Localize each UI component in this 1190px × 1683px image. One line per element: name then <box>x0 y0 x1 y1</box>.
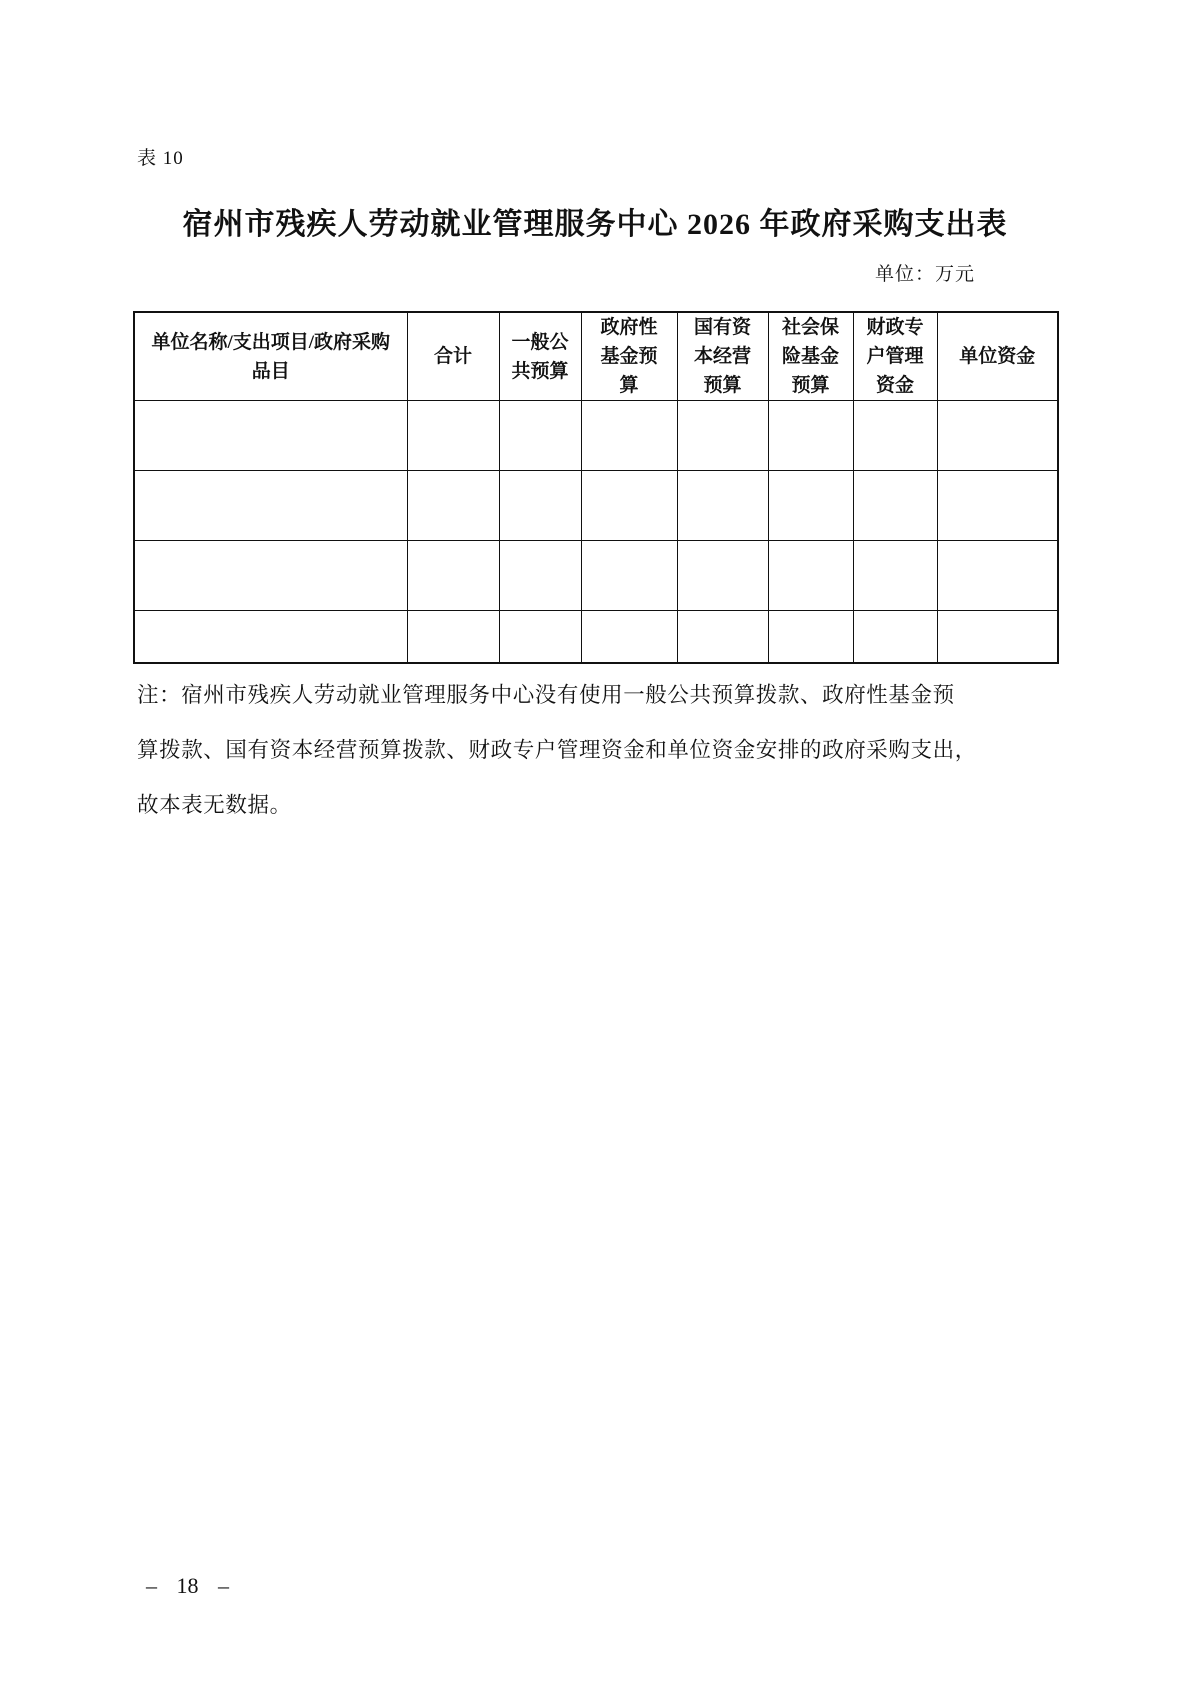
table-number-label: 表 10 <box>137 148 184 169</box>
header-cell: 合计 <box>407 312 499 401</box>
table-cell <box>134 471 407 541</box>
table-row <box>134 471 1058 541</box>
table-row <box>134 611 1058 663</box>
table-cell <box>677 541 768 611</box>
note-line: 注：宿州市残疾人劳动就业管理服务中心没有使用一般公共预算拨款、政府性基金预 <box>137 683 955 707</box>
table-cell <box>677 401 768 471</box>
table-cell <box>853 471 937 541</box>
note-line: 算拨款、国有资本经营预算拨款、财政专户管理资金和单位资金安排的政府采购支出， <box>137 738 977 762</box>
header-row <box>134 312 1058 401</box>
table-header <box>134 312 1058 401</box>
header-cell: 单位名称/支出项目/政府采购品目 <box>134 312 407 401</box>
procurement-table <box>133 311 1059 664</box>
header-cell: 政府性基金预算 <box>581 312 677 401</box>
table-cell <box>407 541 499 611</box>
table-cell <box>134 541 407 611</box>
table-cell <box>499 611 581 663</box>
table-cell <box>499 471 581 541</box>
table-cell <box>581 541 677 611</box>
table-cell <box>499 541 581 611</box>
table-row <box>134 401 1058 471</box>
table-cell <box>853 611 937 663</box>
table-cell <box>407 471 499 541</box>
table-cell <box>768 541 853 611</box>
note-text <box>137 668 987 833</box>
header-cell: 一般公共预算 <box>499 312 581 401</box>
table-cell <box>768 401 853 471</box>
table-cell <box>677 611 768 663</box>
table-cell <box>768 611 853 663</box>
note-line: 故本表无数据。 <box>137 793 292 817</box>
table-cell <box>768 471 853 541</box>
table-row <box>134 541 1058 611</box>
table-body <box>134 401 1058 663</box>
table-cell <box>937 541 1058 611</box>
header-cell: 国有资本经营预算 <box>677 312 768 401</box>
table-cell <box>581 471 677 541</box>
header-cell: 财政专户管理资金 <box>853 312 937 401</box>
page-number: – 18 – <box>146 1573 229 1598</box>
table-cell <box>937 471 1058 541</box>
table-cell <box>581 401 677 471</box>
table-cell <box>499 401 581 471</box>
header-cell: 社会保险基金预算 <box>768 312 853 401</box>
table-cell <box>581 611 677 663</box>
table-cell <box>677 471 768 541</box>
page-title: 宿州市残疾人劳动就业管理服务中心 2026 年政府采购支出表 <box>182 208 1008 241</box>
table-cell <box>407 611 499 663</box>
header-cell: 单位资金 <box>937 312 1058 401</box>
table-cell <box>134 401 407 471</box>
table-cell <box>853 541 937 611</box>
unit-label: 单位：万元 <box>874 264 975 285</box>
table-cell <box>134 611 407 663</box>
table-cell <box>937 611 1058 663</box>
table-cell <box>407 401 499 471</box>
table-cell <box>853 401 937 471</box>
table-cell <box>937 401 1058 471</box>
